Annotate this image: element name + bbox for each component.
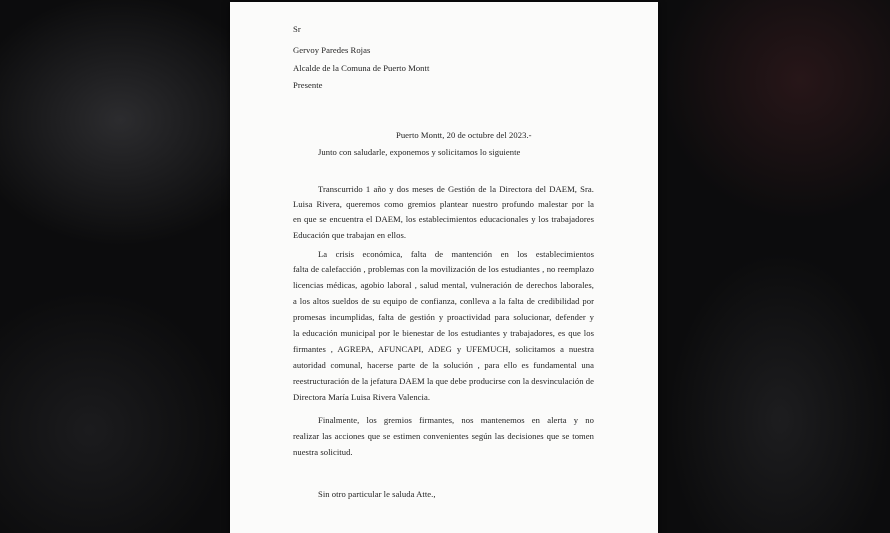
- paragraph-line: licencias médicas, agobio laboral , salud mental, vulneración de derechos laborales,: [293, 280, 594, 290]
- paragraph-line: Finalmente, los gremios firmantes, nos mantenemos en alerta y no: [318, 415, 594, 425]
- greeting-line: Junto con saludarle, exponemos y solicitamos lo siguiente: [318, 147, 521, 157]
- paragraph-line: Directora María Luisa Rivera Valencia.: [293, 392, 431, 402]
- paragraph-line: Transcurrido 1 año y dos meses de Gestión de la Directora del DAEM, Sra.: [318, 184, 594, 194]
- presente-line: Presente: [293, 80, 323, 90]
- date-line: Puerto Montt, 20 de octubre del 2023.-: [396, 130, 532, 140]
- recipient-name: Gervoy Paredes Rojas: [293, 45, 371, 55]
- paragraph-line: Luisa Rivera, queremos como gremios plantear nuestro profundo malestar por la: [293, 199, 594, 209]
- paragraph-line: promesas incumplidas, falta de gestión y proactividad para solucionar, defender y: [293, 312, 594, 322]
- letter-page: [230, 2, 658, 533]
- paragraph-line: reestructuración de la jefatura DAEM la que debe producirse con la desvinculación de: [293, 376, 594, 386]
- recipient-title: Alcalde de la Comuna de Puerto Montt: [293, 63, 430, 73]
- paragraph-line: en que se encuentra el DAEM, los establecimientos educacionales y los trabajadores: [293, 214, 594, 224]
- salutation: Sr: [293, 24, 301, 34]
- paragraph-line: La crisis económica, falta de mantención en los establecimientos: [318, 249, 594, 259]
- paragraph-line: autoridad comunal, hacerse parte de la solución , para ello es fundamental una: [293, 360, 594, 370]
- paragraph-line: realizar las acciones que se estimen convenientes según las decisiones que se tomen: [293, 431, 594, 441]
- paragraph-line: a los altos sueldos de su equipo de confianza, conlleva a la falta de credibilidad por: [293, 296, 594, 306]
- paragraph-line: la educación municipal por le bienestar de los estudiantes y trabajadores, es que los: [293, 328, 594, 338]
- paragraph-line: firmantes , AGREPA, AFUNCAPI, ADEG y UFEMUCH, solicitamos a nuestra: [293, 344, 594, 354]
- closing-line: Sin otro particular le saluda Atte.,: [318, 489, 436, 499]
- paragraph-line: Educación que trabajan en ellos.: [293, 230, 407, 240]
- paragraph-line: nuestra solicitud.: [293, 447, 353, 457]
- paragraph-line: falta de calefacción , problemas con la movilización de los estudiantes , no reemplazo: [293, 264, 594, 274]
